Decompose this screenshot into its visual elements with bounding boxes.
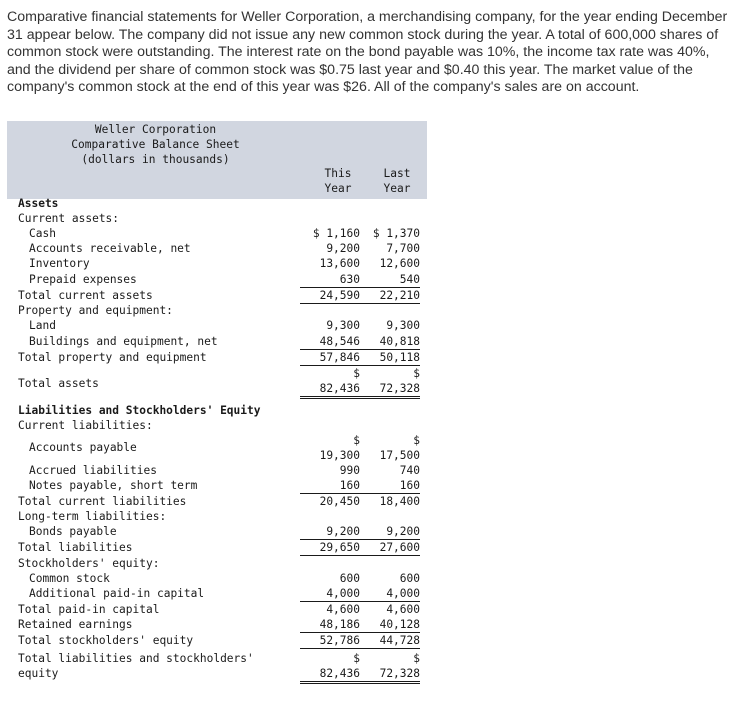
last-year-value: 40,128 (360, 617, 420, 633)
last-year-value: 50,118 (360, 350, 420, 366)
row-label-continued: equity (18, 667, 59, 680)
section-heading-liabilities: Liabilities and Stockholders' Equity (18, 404, 261, 417)
table-row (7, 633, 427, 648)
row-label: Retained earnings (18, 618, 133, 631)
last-year-value: 12,600 (379, 257, 420, 270)
last-year-value: 27,600 (360, 540, 420, 556)
table-row (7, 478, 427, 493)
row-label: Notes payable, short term (29, 479, 198, 492)
this-year-value: 4,600 (326, 603, 360, 616)
table-row (7, 418, 427, 433)
table-row (7, 586, 427, 601)
dollar-sign: $ (413, 367, 420, 380)
table-row (7, 256, 427, 271)
table-row (7, 211, 427, 226)
this-year-value: 9,200 (326, 242, 360, 255)
table-row (7, 433, 427, 463)
row-label: Buildings and equipment, net (29, 335, 218, 348)
row-label: Total current liabilities (18, 495, 187, 508)
row-label: Stockholders' equity: (18, 557, 160, 570)
table-row (7, 288, 427, 303)
this-year-value: 13,600 (319, 257, 360, 270)
last-year-value: 18,400 (379, 495, 420, 508)
problem-statement: Comparative financial statements for Weller Corporation, a merchandising company, for the year ending December 31 appear below. The company did not issue any new common stock during the year. A total of 600,000 shares of common stock were outstanding. The interest rate on the bond payable was 10%, the income tax rate was 40%, and the dividend per share of common stock was $0.75 last year and $0.40 this year. The market value of the company's common stock at the end of this year was $26. All of the company's sales are on account. (7, 9, 728, 95)
row-label: Total assets (18, 377, 99, 390)
last-year-value: 72,328 (360, 666, 420, 684)
units-note: (dollars in thousands) (81, 153, 230, 166)
last-year-value: 44,728 (360, 633, 420, 649)
this-year-value: 4,000 (300, 586, 360, 602)
table-row (7, 334, 427, 349)
row-label: Total liabilities (18, 541, 133, 554)
row-label: Additional paid-in capital (29, 587, 205, 600)
row-label: Prepaid expenses (29, 273, 137, 286)
row-label: Total paid-in capital (18, 603, 160, 616)
table-row (7, 602, 427, 617)
this-year-value: 19,300 (319, 449, 360, 462)
last-year-value: 17,500 (379, 449, 420, 462)
table-row (7, 303, 427, 318)
last-year-value: 540 (360, 272, 420, 288)
dollar-sign: $ (353, 434, 360, 447)
row-label: Inventory (29, 257, 90, 270)
last-year-value: 600 (399, 572, 420, 585)
this-year-value: 52,786 (300, 633, 360, 649)
row-label: Total liabilities and stockholders' (18, 652, 254, 665)
this-year-value: $ 1,160 (312, 227, 360, 240)
this-year-value: 630 (300, 272, 360, 288)
row-label: Land (29, 319, 56, 332)
col-this-year-line1: This (324, 167, 352, 180)
row-label: Bonds payable (29, 525, 117, 538)
table-row (7, 556, 427, 571)
row-label: Accounts payable (29, 441, 137, 454)
table-row (7, 571, 427, 586)
this-year-value: 29,650 (300, 540, 360, 556)
row-label: Property and equipment: (18, 304, 173, 317)
table-row (7, 226, 427, 241)
last-year-value: 740 (399, 464, 420, 477)
row-label: Common stock (29, 572, 110, 585)
this-year-value: 48,186 (300, 617, 360, 633)
table-row (7, 509, 427, 524)
col-this-year-line2: Year (324, 182, 352, 195)
col-last-year-line2: Year (383, 182, 411, 195)
last-year-value: 4,600 (386, 603, 420, 616)
table-row (7, 366, 427, 400)
table-row (7, 318, 427, 333)
table-row (7, 617, 427, 632)
last-year-value: 9,200 (360, 524, 420, 540)
last-year-value: $ 1,370 (372, 227, 420, 240)
row-label: Cash (29, 227, 56, 240)
dollar-sign: $ (413, 652, 420, 665)
table-row (7, 651, 427, 685)
this-year-value: 48,546 (300, 334, 360, 350)
table-row (7, 524, 427, 539)
last-year-value: 9,300 (386, 319, 420, 332)
table-row (7, 494, 427, 509)
last-year-value: 160 (360, 478, 420, 494)
row-label: Current assets: (18, 212, 120, 225)
row-label: Total stockholders' equity (18, 634, 194, 647)
this-year-value: 24,590 (300, 288, 360, 304)
table-row (7, 540, 427, 555)
row-label: Accrued liabilities (29, 464, 157, 477)
last-year-value: 22,210 (360, 288, 420, 304)
table-row (7, 403, 427, 418)
section-heading-assets: Assets (18, 197, 59, 210)
last-year-value: 7,700 (386, 242, 420, 255)
last-year-value: 72,328 (360, 381, 420, 399)
this-year-value: 57,846 (300, 350, 360, 366)
company-name: Weller Corporation (94, 123, 217, 136)
table-row (7, 241, 427, 256)
row-label: Total current assets (18, 289, 153, 302)
this-year-value: 9,300 (326, 319, 360, 332)
last-year-value: 40,818 (360, 334, 420, 350)
this-year-value: 9,200 (300, 524, 360, 540)
dollar-sign: $ (353, 367, 360, 380)
this-year-value: 20,450 (319, 495, 360, 508)
this-year-value: 160 (300, 478, 360, 494)
row-label: Total property and equipment (18, 351, 207, 364)
this-year-value: 82,436 (300, 381, 360, 399)
this-year-value: 990 (339, 464, 360, 477)
dollar-sign: $ (413, 434, 420, 447)
table-row (7, 463, 427, 478)
this-year-value: 600 (339, 572, 360, 585)
col-last-year-line1: Last (383, 167, 411, 180)
table-row (7, 196, 427, 211)
dollar-sign: $ (353, 652, 360, 665)
table-row (7, 350, 427, 365)
row-label: Current liabilities: (18, 419, 153, 432)
row-label: Long-term liabilities: (18, 510, 167, 523)
table-row (7, 272, 427, 287)
this-year-value: 82,436 (300, 666, 360, 684)
last-year-value: 4,000 (360, 586, 420, 602)
row-label: Accounts receivable, net (29, 242, 191, 255)
statement-title: Comparative Balance Sheet (71, 138, 240, 151)
